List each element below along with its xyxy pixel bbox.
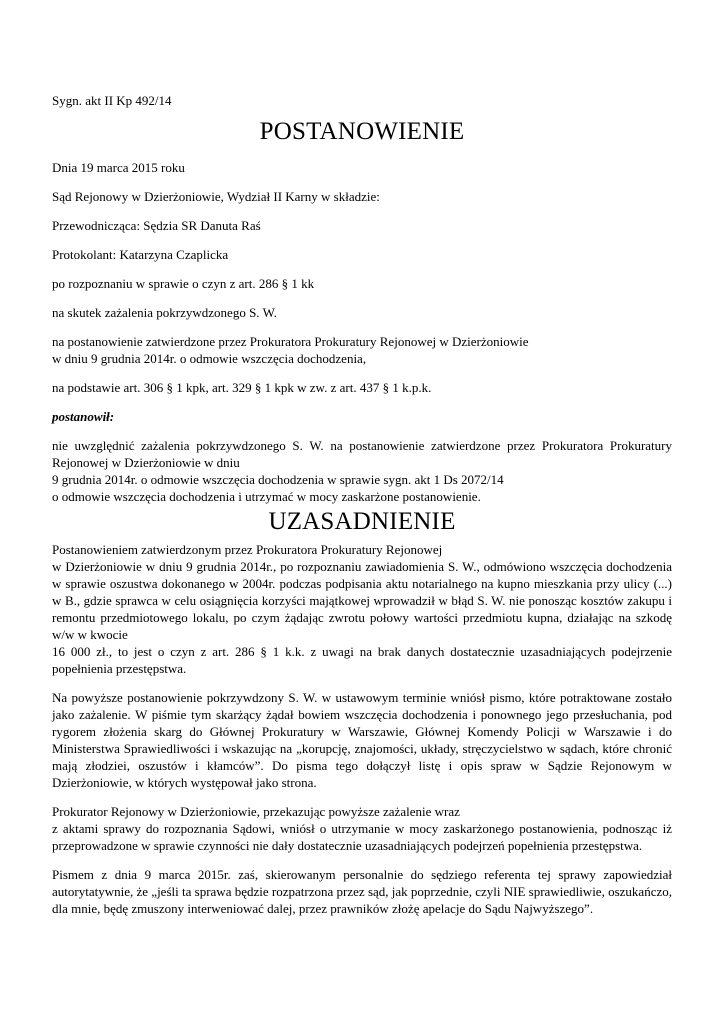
justification-p1-line-3: 16 000 zł., to jest o czyn z art. 286 § 1 k.k. z uwagi na brak danych dostatecznie uzasadniających podejrzenie popełnienia przestępstwa. [52,644,672,676]
case-offense-line: po rozpoznaniu w sprawie o czyn z art. 286 § 1 kk [52,276,315,291]
on-decision-line-2: w dniu 9 grudnia 2014r. o odmowie wszczęcia dochodzenia, [52,351,367,366]
on-decision-line-1: na postanowienie zatwierdzone przez Prokuratora Prokuratury Rejonowej w Dzierżoniowie [52,334,529,349]
court-line: Sąd Rejonowy w Dzierżoniowie, Wydział II Karny w składzie: [52,189,380,204]
justification-p1-line-1: Postanowieniem zatwierdzonym przez Prokuratora Prokuratury Rejonowej [52,542,443,557]
appeal-line: na skutek zażalenia pokrzywdzonego S. W. [52,305,277,320]
legal-basis-line: na podstawie art. 306 § 1 kpk, art. 329 § 1 kpk w zw. z art. 437 § 1 k.p.k. [52,380,432,395]
case-signature: Sygn. akt II Kp 492/14 [52,93,172,108]
justification-p3-line-1: Prokurator Rejonowy w Dzierżoniowie, przekazując powyższe zażalenie wraz [52,804,460,819]
ruling-line-3: o odmowie wszczęcia dochodzenia i utrzymać w mocy zaskarżone postanowienie. [52,489,481,504]
decided-label: postanowił: [52,409,115,424]
ruling-line-1: nie uwzględnić zażalenia pokrzywdzonego S. W. na postanowienie zatwierdzone przez Prokuratora Prokuratury Rejonowej w Dzierżoniowie w dniu [52,438,672,470]
document-page [52,92,672,929]
justification-p2: Na powyższe postanowienie pokrzywdzony S. W. w ustawowym terminie wniósł pismo, które potraktowane zostało jako zażalenie. W piśmie tym skarżący żądał bowiem wszczęcia dochodzenia i ponownego jego przesłuchania, pod rygorem złożenia skarg do Głównej Prokuratury w Warszawie, Głównej Komendy Policji w Warszawie i do Ministerstwa Sprawiedliwości i wskazując na „korupcję, znajomości, układy, stręczycielstwo w sądach, które chronić mają złodziei, oszustów i kłamców”. Do pisma tego dołączył listę i opis spraw w Sądzie Rejonowym w Dzierżoniowie, w których występował jako strona. [52,690,672,790]
presiding-judge-line: Przewodnicząca: Sędzia SR Danuta Raś [52,218,261,233]
justification-title: UZASADNIENIE [268,508,456,535]
date-line: Dnia 19 marca 2015 roku [52,160,185,175]
ruling-line-2: 9 grudnia 2014r. o odmowie wszczęcia dochodzenia w sprawie sygn. akt 1 Ds 2072/14 [52,472,504,487]
justification-p1-line-2: w Dzierżoniowie w dniu 9 grudnia 2014r., po rozpoznaniu zawiadomienia S. W., odmówiono wszczęcia dochodzenia w sprawie oszustwa dokonanego w 2004r. podczas podpisania aktu notarialnego na kupno mieszkania przy ulicy (...) w B., gdzie sprawca w celu osiągnięcia korzyści majątkowej wprowadził w błąd S. W. nie ponosząc kosztów zakupu i remontu przedmiotowego lokalu, po czym żądając zwrotu połowy wartości przedmiotu kupna, działając na szkodę w/w w kwocie [52,559,672,642]
justification-p4: Pismem z dnia 9 marca 2015r. zaś, skierowanym personalnie do sędziego referenta tej sprawy zapowiedział autorytatywnie, że „jeśli ta sprawa będzie rozpatrzona przez sąd, jak poprzednie, czyli NIE sprawiedliwie, oszukańczo, dla mnie, będę zmuszony interweniować dalej, przez prawników złożę apelacje do Sądu Najwyższego”. [52,867,672,916]
clerk-line: Protokolant: Katarzyna Czaplicka [52,247,229,262]
document-title: POSTANOWIENIE [259,118,465,145]
justification-p3-line-2: z aktami sprawy do rozpoznania Sądowi, wniósł o utrzymanie w mocy zaskarżonego postanowienia, podnosząc iż przeprowadzone w sprawie czynności nie dały dostatecznie uzasadniających podejrzeń popełnienia przestępstwa. [52,821,672,853]
